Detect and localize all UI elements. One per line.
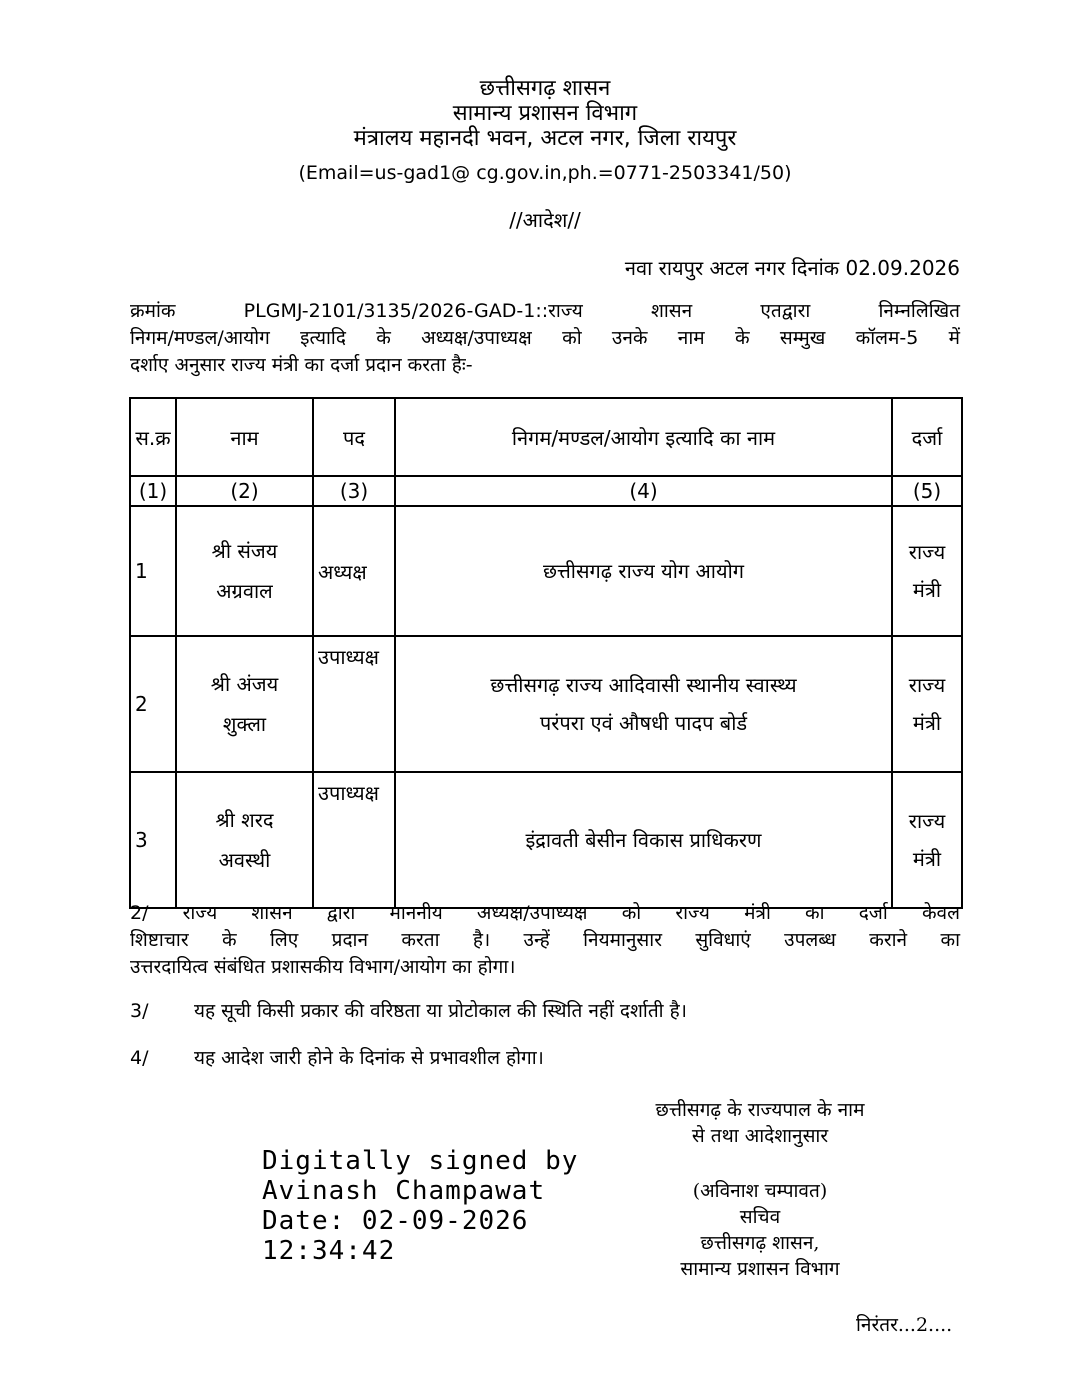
para4-number: 4/ — [130, 1047, 149, 1069]
row-name — [176, 636, 313, 772]
row-post: उपाध्यक्ष — [313, 636, 395, 772]
header-sno: स.क्र — [130, 398, 176, 476]
authority-line-2: से तथा आदेशानुसार — [691, 1125, 829, 1147]
row-rank — [892, 506, 962, 636]
table-header-row — [130, 398, 962, 476]
signatory-name: (अविनाश चम्पावत) — [692, 1180, 828, 1202]
digital-signature-line-3: Date: 02-09-2026 — [262, 1206, 529, 1236]
digital-signature-line-1: Digitally signed by — [262, 1146, 579, 1176]
para2-line-3: उत्तरदायित्व संबंधित प्रशासकीय विभाग/आयोग का होगा। — [130, 956, 516, 978]
para2-line-1: 2/ राज्य शासन द्वारा माननीय अध्यक्ष/उपाध्यक्ष को राज्य मंत्री का दर्जा केवल — [130, 902, 960, 924]
name-line: श्री अंजय — [210, 672, 279, 696]
row-sno: 2 — [130, 636, 176, 772]
intro-line-1: क्रमांक PLGMJ-2101/3135/2026-GAD-1::राज्य शासन एतद्वारा निम्नलिखित — [130, 300, 960, 322]
address-line: मंत्रालय महानदी भवन, अटल नगर, जिला रायपुर — [353, 126, 737, 151]
row-organization — [395, 636, 892, 772]
row-rank — [892, 636, 962, 772]
contact-line: (Email=us-gad1@ cg.gov.in,ph.=0771-2503341/50) — [298, 162, 792, 184]
header-rank: दर्जा — [892, 398, 962, 476]
order-title: //आदेश// — [509, 208, 581, 232]
digital-signature-line-4: 12:34:42 — [262, 1236, 396, 1266]
rank-line: मंत्री — [912, 578, 942, 602]
rank-line: राज्य — [908, 673, 946, 697]
organization-line: छत्तीसगढ़ राज्य आदिवासी स्थानीय स्वास्थ्य — [490, 673, 797, 697]
organization-line: छत्तीसगढ़ राज्य योग आयोग — [542, 559, 745, 583]
rank-line: मंत्री — [912, 711, 942, 735]
intro-line-2: निगम/मण्डल/आयोग इत्यादि के अध्यक्ष/उपाध्यक्ष को उनके नाम के सम्मुख कॉलम-5 में — [130, 327, 960, 349]
column-number: (5) — [892, 476, 962, 506]
row-sno: 3 — [130, 772, 176, 908]
name-line: शुक्ला — [222, 712, 267, 736]
column-number: (1) — [130, 476, 176, 506]
row-sno: 1 — [130, 506, 176, 636]
intro-line-3: दर्शाए अनुसार राज्य मंत्री का दर्जा प्रदान करता हैः- — [130, 354, 473, 376]
header-post: पद — [313, 398, 395, 476]
signatory-designation: सचिव — [739, 1206, 781, 1228]
name-line: श्री संजय — [211, 539, 278, 563]
organization-line: इंद्रावती बेसीन विकास प्राधिकरण — [525, 828, 762, 852]
row-post: अध्यक्ष — [313, 506, 395, 636]
organization-line: परंपरा एवं औषधी पादप बोर्ड — [539, 711, 748, 735]
rank-line: राज्य — [908, 540, 946, 564]
para3-text: यह सूची किसी प्रकार की वरिष्ठता या प्रोटोकाल की स्थिति नहीं दर्शाती है। — [194, 1000, 687, 1022]
row-organization — [395, 506, 892, 636]
signatory-org-1: छत्तीसगढ़ शासन, — [700, 1232, 820, 1254]
header-name: नाम — [176, 398, 313, 476]
para3-number: 3/ — [130, 1000, 149, 1022]
row-organization — [395, 772, 892, 908]
column-number: (2) — [176, 476, 313, 506]
column-number: (3) — [313, 476, 395, 506]
signatory-org-2: सामान्य प्रशासन विभाग — [680, 1258, 840, 1280]
name-line: अग्रवाल — [216, 579, 273, 603]
appointments-table — [129, 397, 963, 909]
para4-text: यह आदेश जारी होने के दिनांक से प्रभावशील होगा। — [194, 1047, 544, 1069]
rank-line: राज्य — [908, 809, 946, 833]
authority-line-1: छत्तीसगढ़ के राज्यपाल के नाम — [655, 1099, 865, 1121]
table-row — [130, 772, 962, 908]
name-line: अवस्थी — [218, 848, 271, 872]
digital-signature-line-2: Avinash Champawat — [262, 1176, 546, 1206]
header-organization: निगम/मण्डल/आयोग इत्यादि का नाम — [395, 398, 892, 476]
department-name: सामान्य प्रशासन विभाग — [452, 101, 638, 126]
order-date: नवा रायपुर अटल नगर दिनांक 02.09.2026 — [624, 256, 960, 280]
row-name — [176, 506, 313, 636]
rank-line: मंत्री — [912, 847, 942, 871]
table-column-number-row — [130, 476, 962, 506]
para2-line-2: शिष्टाचार के लिए प्रदान करता है। उन्हें नियमानुसार सुविधाएं उपलब्ध कराने का — [130, 929, 960, 951]
table-row — [130, 506, 962, 636]
row-name — [176, 772, 313, 908]
row-rank — [892, 772, 962, 908]
govt-name: छत्तीसगढ़ शासन — [479, 76, 611, 101]
name-line: श्री शरद — [215, 808, 274, 832]
row-post: उपाध्यक्ष — [313, 772, 395, 908]
continued-marker: निरंतर...2.... — [856, 1314, 953, 1336]
column-number: (4) — [395, 476, 892, 506]
table-row — [130, 636, 962, 772]
